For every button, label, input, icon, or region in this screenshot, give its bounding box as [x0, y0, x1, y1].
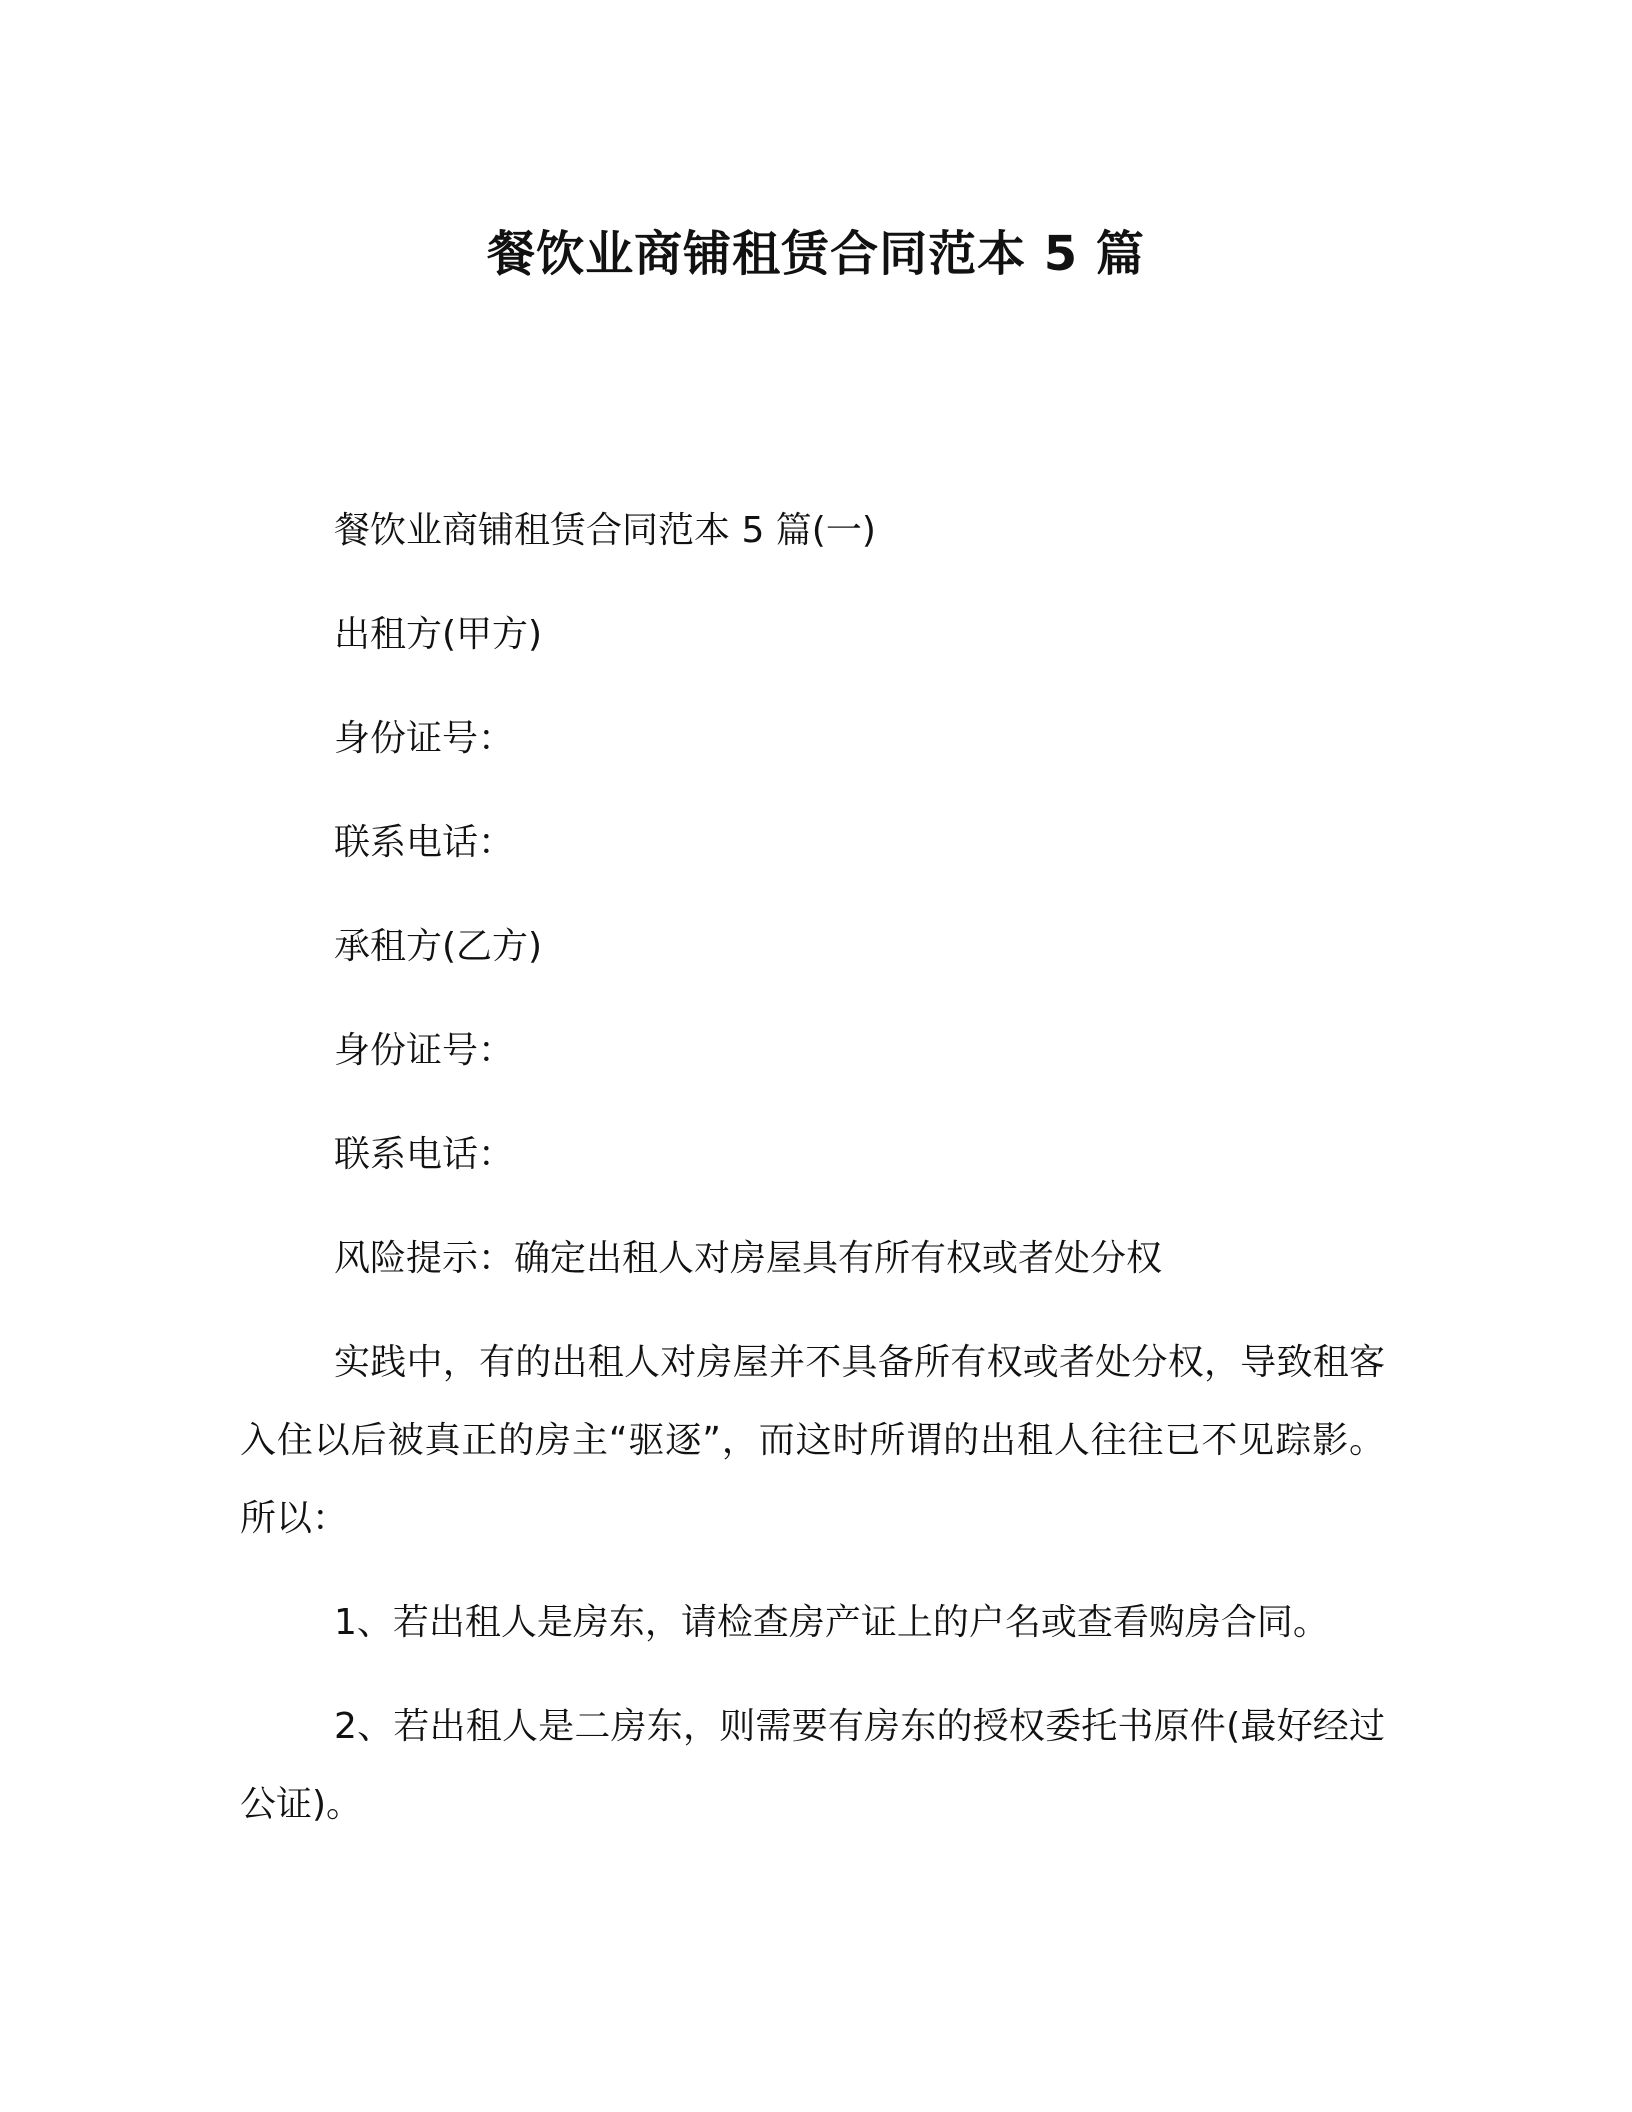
document-title: 餐饮业商铺租赁合同范本 5 篇 [487, 226, 1145, 282]
list-item-1: 1、若出租人是房东，请检查房产证上的户名或查看购房合同。 [334, 1602, 1329, 1643]
lessee-label: 承租方(乙方) [334, 926, 543, 967]
lessor-label: 出租方(甲方) [334, 614, 543, 655]
practice-paragraph: 实践中，有的出租人对房屋并不具备所有权或者处分权，导致租客入住以后被真正的房主“驱逐”，而这时所谓的出租人往往已不见踪影。所以： [240, 1342, 1385, 1539]
lessee-phone-label: 联系电话： [334, 1134, 515, 1175]
document-body [240, 492, 1385, 1870]
lessor-phone-label: 联系电话： [334, 822, 515, 863]
section-heading: 餐饮业商铺租赁合同范本 5 篇(一) [334, 510, 876, 551]
lessor-id-label: 身份证号： [334, 718, 515, 759]
list-item-2: 2、若出租人是二房东，则需要有房东的授权委托书原件(最好经过公证)。 [240, 1706, 1385, 1825]
risk-notice: 风险提示：确定出租人对房屋具有所有权或者处分权 [334, 1238, 1163, 1279]
lessee-id-label: 身份证号： [334, 1030, 515, 1071]
